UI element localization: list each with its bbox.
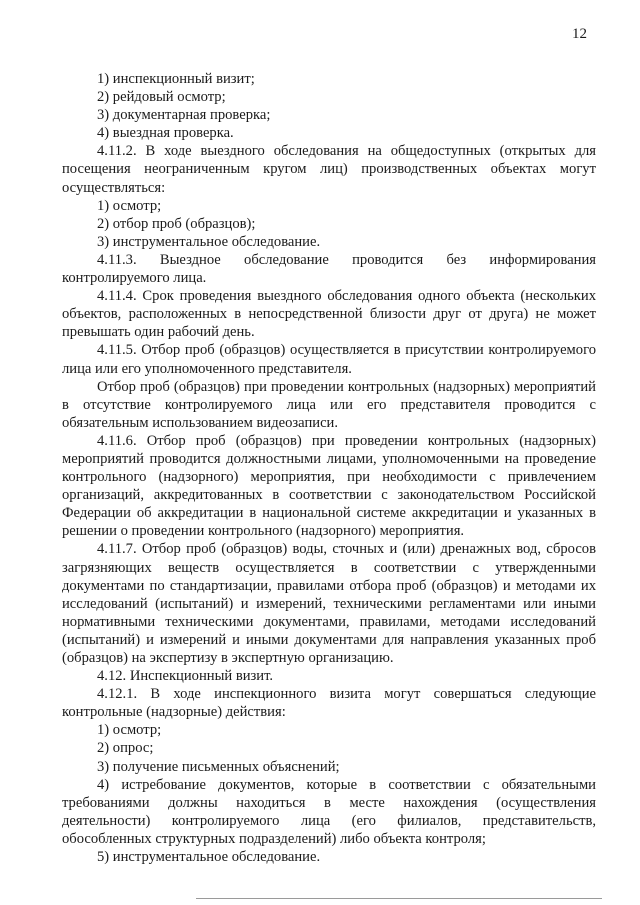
section-heading-4-12: 4.12. Инспекционный визит. xyxy=(97,668,274,685)
clause-4-12-1: 4.12.1. В ходе инспекционного визита могут совершаться следующие контрольные (надзорные) действия: xyxy=(62,686,596,721)
clause-4-11-5: 4.11.5. Отбор проб (образцов) осуществляется в присутствии контролируемого лица или его уполномоченного представителя. xyxy=(62,342,596,377)
document-body xyxy=(62,70,596,866)
list-item-raid-inspection: 2) рейдовый осмотр; xyxy=(97,89,226,106)
list-item-documentary-check: 3) документарная проверка; xyxy=(97,107,271,124)
footer-rule xyxy=(196,898,602,899)
list-item-instrumental-survey: 5) инструментальное обследование. xyxy=(97,849,321,866)
clause-4-11-6: 4.11.6. Отбор проб (образцов) при проведении контрольных (надзорных) мероприятий проводится должностными лицами, уполномоченными на проведение контрольного (надзорного) мероприятия, при необходимости с привлечением организаций, аккредитованных в соответствии с законодательством Российской Федерации об аккредитации в национальной системе аккредитации и указанных в решении о проведении контрольного (надзорного) мероприятия. xyxy=(62,432,596,540)
clause-4-11-7: 4.11.7. Отбор проб (образцов) воды, сточных и (или) дренажных вод, сбросов загрязняющих веществ осуществляется в соответствии с утвержденными документами по стандартизации, правилами отбора проб (образцов) и методами их исследований (испытаний) и измерений, техническими регламентами или иными нормативными техническими документами, правилами, методами исследований (испытаний) и измерений и иными документами для направления указанных проб (образцов) на экспертизу в экспертную организацию. xyxy=(62,541,596,666)
list-item-instrumental-survey: 3) инструментальное обследование. xyxy=(97,233,321,250)
clause-4-11-5-video: Отбор проб (образцов) при проведении контрольных (надзорных) мероприятий в отсутствие контролируемого лица или его представителя проводится с обязательным использованием видеозаписи. xyxy=(62,378,596,431)
list-item-field-check: 4) выездная проверка. xyxy=(97,125,234,142)
page-number: 12 xyxy=(572,26,587,42)
list-item-inspection-visit: 1) инспекционный визит; xyxy=(97,71,255,87)
list-item-document-request: 4) истребование документов, которые в соответствии с обязательными требованиями должны находиться в месте нахождения (осуществления деятельности) контролируемого лица (его филиалов, представительств, обособленных структурных подразделений) либо объекта контроля; xyxy=(62,776,596,847)
list-item-examination: 1) осмотр; xyxy=(97,197,162,214)
clause-4-11-4: 4.11.4. Срок проведения выездного обследования одного объекта (нескольких объектов, расположенных в непосредственной близости друг от друга) не может превышать один рабочий день. xyxy=(62,288,596,341)
clause-4-11-3: 4.11.3. Выездное обследование проводится без информирования контролируемого лица. xyxy=(62,251,596,287)
list-item-examination: 1) осмотр; xyxy=(97,722,162,739)
clause-4-11-2: 4.11.2. В ходе выездного обследования на общедоступных (открытых для посещения неограниченным кругом лиц) производственных объектах могут осуществляться: xyxy=(62,143,596,196)
list-item-written-explanations: 3) получение письменных объяснений; xyxy=(97,758,340,775)
list-item-interview: 2) опрос; xyxy=(97,740,154,757)
list-item-sampling: 2) отбор проб (образцов); xyxy=(97,215,256,232)
